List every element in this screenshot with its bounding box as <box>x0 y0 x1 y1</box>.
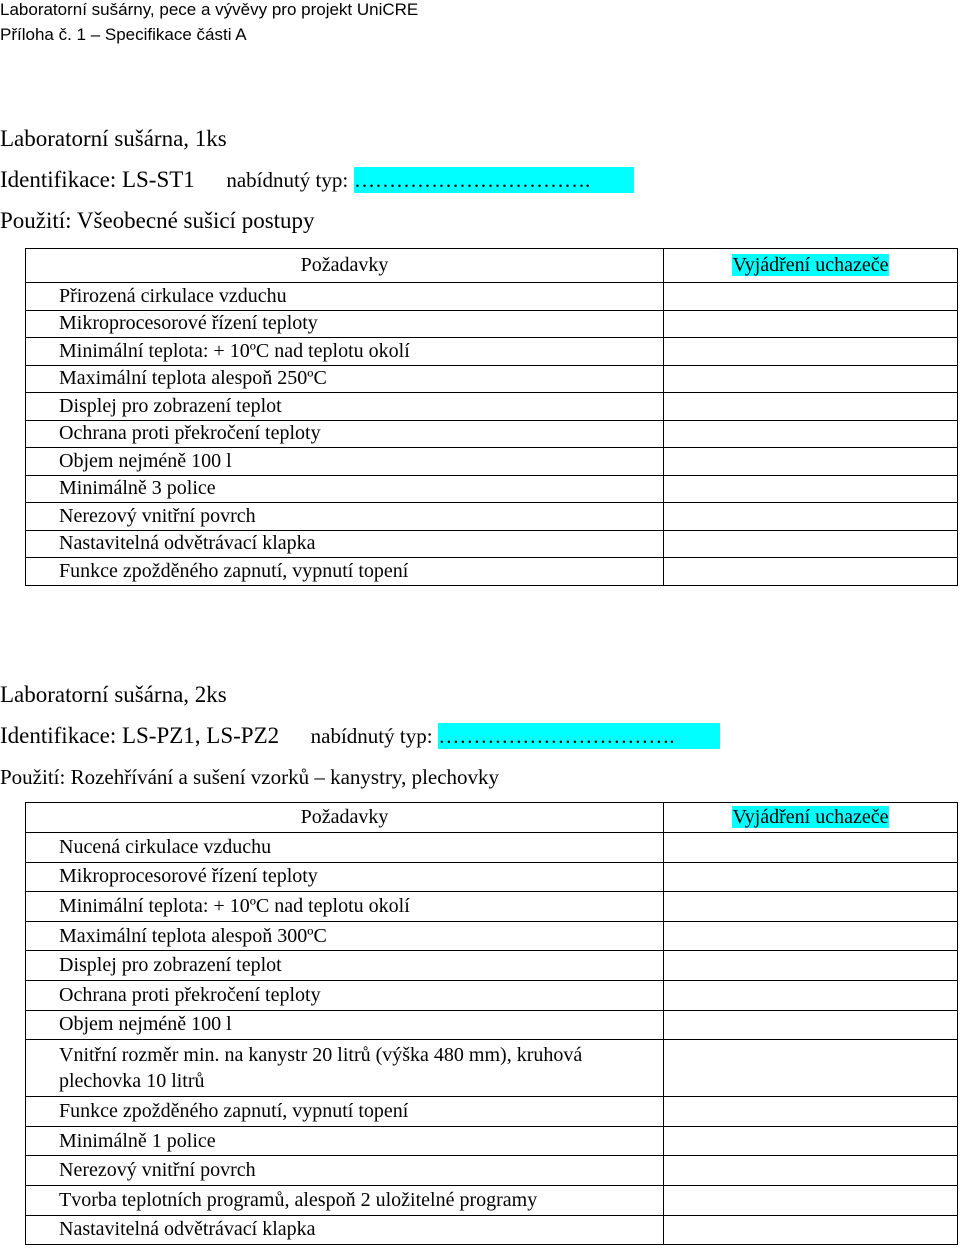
table-row <box>26 980 958 1010</box>
requirements-table-1 <box>25 248 958 586</box>
response-cell[interactable] <box>664 420 958 448</box>
section2-identification <box>0 723 720 749</box>
requirement-cell: Nerezový vnitřní povrch <box>26 503 664 531</box>
response-cell[interactable] <box>664 1040 958 1097</box>
response-cell[interactable] <box>664 980 958 1010</box>
requirement-cell: Displej pro zobrazení teplot <box>26 951 664 981</box>
response-header-label: Vyjádření uchazeče <box>732 806 889 828</box>
usage-label: Použití: <box>0 208 72 233</box>
column-header-response <box>664 803 958 833</box>
response-cell[interactable] <box>664 951 958 981</box>
usage-value: Rozehřívání a sušení vzorků – kanystry, plechovky <box>70 765 500 789</box>
requirement-cell: Nastavitelná odvětrávací klapka <box>26 1215 664 1245</box>
response-cell[interactable] <box>664 365 958 393</box>
usage-value: Všeobecné sušicí postupy <box>76 208 315 233</box>
table-row <box>26 310 958 338</box>
table-row <box>26 393 958 421</box>
column-header-requirements: Požadavky <box>26 249 664 283</box>
table-row <box>26 892 958 922</box>
table-row <box>26 420 958 448</box>
requirement-cell: Nucená cirkulace vzduchu <box>26 833 664 863</box>
offer-value-field[interactable]: ……………………………. <box>354 167 634 193</box>
requirement-cell: Ochrana proti překročení teploty <box>26 420 664 448</box>
response-cell[interactable] <box>664 1215 958 1245</box>
requirement-cell: Přirozená cirkulace vzduchu <box>26 283 664 311</box>
response-cell[interactable] <box>664 393 958 421</box>
response-cell[interactable] <box>664 1010 958 1040</box>
requirement-cell: Funkce zpožděného zapnutí, vypnutí topení <box>26 1097 664 1127</box>
table-row <box>26 283 958 311</box>
offer-label: nabídnutý typ: <box>310 724 433 748</box>
response-cell[interactable] <box>664 530 958 558</box>
document-header-subtitle: Příloha č. 1 – Specifikace části A <box>0 25 247 44</box>
identification-label: Identifikace: <box>0 723 117 748</box>
response-cell[interactable] <box>664 1097 958 1127</box>
table-row <box>26 1185 958 1215</box>
response-cell[interactable] <box>664 448 958 476</box>
requirement-cell: Mikroprocesorové řízení teploty <box>26 862 664 892</box>
response-cell[interactable] <box>664 503 958 531</box>
section1-usage <box>0 208 315 234</box>
response-cell[interactable] <box>664 475 958 503</box>
response-cell[interactable] <box>664 862 958 892</box>
response-cell[interactable] <box>664 310 958 338</box>
requirement-cell: Ochrana proti překročení teploty <box>26 980 664 1010</box>
requirement-cell: Tvorba teplotních programů, alespoň 2 uložitelné programy <box>26 1185 664 1215</box>
response-cell[interactable] <box>664 1126 958 1156</box>
table-row <box>26 475 958 503</box>
requirement-cell: Mikroprocesorové řízení teploty <box>26 310 664 338</box>
requirement-cell: Minimálně 1 police <box>26 1126 664 1156</box>
table-row <box>26 921 958 951</box>
table-row <box>26 1215 958 1245</box>
identification-value: LS-PZ1, LS-PZ2 <box>121 723 280 748</box>
response-cell[interactable] <box>664 833 958 863</box>
requirement-cell: Maximální teplota alespoň 300ºC <box>26 921 664 951</box>
requirement-cell: Displej pro zobrazení teplot <box>26 393 664 421</box>
section2-title: Laboratorní sušárna, 2ks <box>0 682 227 707</box>
identification-label: Identifikace: <box>0 167 117 192</box>
column-header-requirements: Požadavky <box>26 803 664 833</box>
table-row <box>26 365 958 393</box>
table-row <box>26 1156 958 1186</box>
table-row <box>26 1010 958 1040</box>
column-header-response <box>664 249 958 283</box>
document-header-title: Laboratorní sušárny, pece a vývěvy pro projekt UniCRE <box>0 0 419 19</box>
response-cell[interactable] <box>664 558 958 586</box>
requirement-cell: Minimálně 3 police <box>26 475 664 503</box>
requirement-cell: Objem nejméně 100 l <box>26 448 664 476</box>
section1-title: Laboratorní sušárna, 1ks <box>0 126 227 151</box>
response-header-label: Vyjádření uchazeče <box>732 254 889 276</box>
requirement-cell: Maximální teplota alespoň 250ºC <box>26 365 664 393</box>
response-cell[interactable] <box>664 1156 958 1186</box>
table-row <box>26 530 958 558</box>
table-row <box>26 338 958 366</box>
requirement-cell: Funkce zpožděného zapnutí, vypnutí topení <box>26 558 664 586</box>
response-cell[interactable] <box>664 1185 958 1215</box>
table-row <box>26 1040 958 1097</box>
table-row <box>26 951 958 981</box>
requirements-table-2 <box>25 802 958 1245</box>
requirement-cell: Minimální teplota: + 10ºC nad teplotu okolí <box>26 338 664 366</box>
identification-value: LS-ST1 <box>121 167 195 192</box>
section2-usage <box>0 764 499 790</box>
table-row <box>26 503 958 531</box>
usage-label: Použití: <box>0 765 66 789</box>
response-cell[interactable] <box>664 921 958 951</box>
requirement-cell: Vnitřní rozměr min. na kanystr 20 litrů (výška 480 mm), kruhová plechovka 10 litrů <box>26 1040 664 1097</box>
offer-value-field[interactable]: ……………………………. <box>438 723 720 749</box>
response-cell[interactable] <box>664 892 958 922</box>
table-row <box>26 558 958 586</box>
response-cell[interactable] <box>664 283 958 311</box>
requirement-cell: Nerezový vnitřní povrch <box>26 1156 664 1186</box>
table-row <box>26 833 958 863</box>
requirement-cell: Minimální teplota: + 10ºC nad teplotu okolí <box>26 892 664 922</box>
requirement-cell: Nastavitelná odvětrávací klapka <box>26 530 664 558</box>
requirement-cell: Objem nejméně 100 l <box>26 1010 664 1040</box>
table-row <box>26 1097 958 1127</box>
response-cell[interactable] <box>664 338 958 366</box>
table-row <box>26 1126 958 1156</box>
table-row <box>26 448 958 476</box>
section1-identification <box>0 167 634 193</box>
offer-label: nabídnutý typ: <box>226 168 349 192</box>
table-row <box>26 862 958 892</box>
